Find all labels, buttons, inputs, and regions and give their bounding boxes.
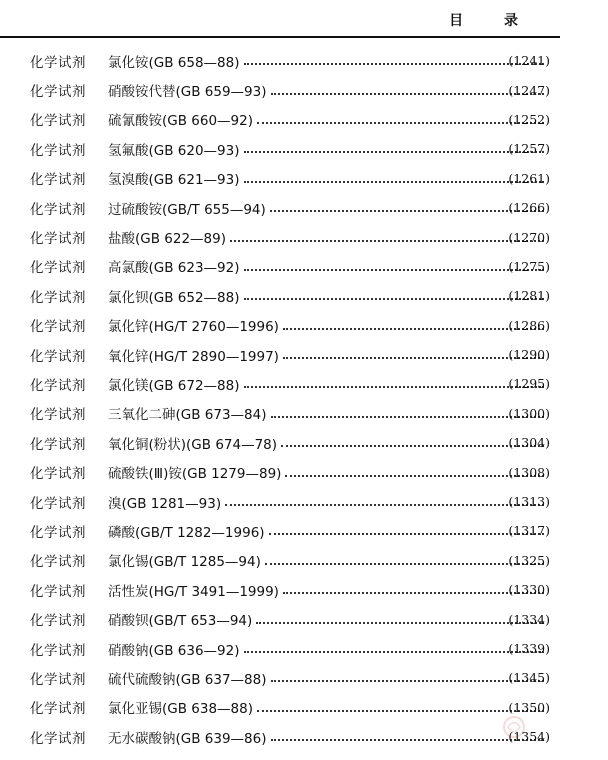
toc-entry-page: (1290): [508, 347, 550, 363]
toc-entry-title: 活性炭(HG/T 3491—1999): [108, 583, 279, 600]
toc-entry-body: [108, 492, 548, 512]
toc-entry-category: 化学试剂: [30, 642, 86, 659]
dot-leader: [265, 562, 544, 565]
toc-entry-page: (1330): [508, 582, 550, 598]
toc-entry[interactable]: [0, 457, 608, 486]
toc-entry[interactable]: [0, 46, 608, 75]
dot-leader: [244, 62, 545, 65]
toc-entry-category: 化学试剂: [30, 407, 86, 424]
toc-entry-body: [108, 580, 548, 600]
toc-entry-page: (1281): [508, 288, 550, 304]
toc-entry-title: 过硫酸铵(GB/T 655—94): [108, 201, 266, 218]
toc-entry-title: 氯化锌(HG/T 2760—1996): [108, 319, 279, 336]
dot-leader: [269, 532, 544, 535]
toc-entry-title: 氯化亚锡(GB 638—88): [108, 701, 253, 718]
toc-entry-body: [108, 639, 548, 659]
dot-leader: [244, 385, 545, 388]
toc-entry-page: (1334): [508, 611, 550, 627]
toc-entry-title: 氯化镁(GB 672—88): [108, 377, 240, 394]
toc-entry[interactable]: [0, 428, 608, 457]
toc-entry-page: (1317): [508, 523, 550, 539]
toc-entry-category: 化学试剂: [30, 289, 86, 306]
toc-entry-category: 化学试剂: [30, 201, 86, 218]
toc-entry-body: [108, 609, 548, 629]
toc-entry-body: [108, 403, 548, 423]
toc-entry[interactable]: [0, 663, 608, 692]
toc-entry-body: [108, 198, 548, 218]
toc-entry-category: 化学试剂: [30, 54, 86, 71]
toc-entry-title: 溴(GB 1281—93): [108, 495, 222, 512]
toc-entry-body: [108, 697, 548, 717]
dot-leader: [271, 415, 545, 418]
toc-entry-category: 化学试剂: [30, 583, 86, 600]
toc-entry[interactable]: [0, 252, 608, 281]
toc-entry-page: (1247): [508, 82, 550, 98]
toc-entry-category: 化学试剂: [30, 613, 86, 630]
page-title: 目 录: [449, 13, 536, 29]
toc-entry-title: 磷酸(GB/T 1282—1996): [108, 524, 265, 541]
page-header: [0, 0, 608, 40]
toc-entry[interactable]: [0, 575, 608, 604]
toc-entry-title: 盐酸(GB 622—89): [108, 231, 226, 248]
toc-entry[interactable]: [0, 193, 608, 222]
dot-leader: [270, 209, 544, 212]
toc-entry-body: [108, 51, 548, 71]
toc-entry-page: (1266): [508, 200, 550, 216]
toc-entry-body: [108, 227, 548, 247]
dot-leader: [230, 239, 544, 242]
toc-entry-title: 氢溴酸(GB 621—93): [108, 172, 240, 189]
toc-entry[interactable]: [0, 634, 608, 663]
toc-entry-category: 化学试剂: [30, 701, 86, 718]
toc-entry[interactable]: [0, 399, 608, 428]
toc-entry-title: 氢氟酸(GB 620—93): [108, 142, 240, 159]
toc-entry[interactable]: [0, 105, 608, 134]
toc-entry-page: (1275): [508, 258, 550, 274]
toc-entry-page: (1304): [508, 435, 550, 451]
toc-entry[interactable]: [0, 134, 608, 163]
dot-leader: [271, 679, 545, 682]
toc-entry-page: (1270): [508, 229, 550, 245]
toc-entry-body: [108, 345, 548, 365]
toc-entry-page: (1241): [508, 53, 550, 69]
toc-entry[interactable]: [0, 516, 608, 545]
toc-entry-title: 氧化锌(HG/T 2890—1997): [108, 348, 279, 365]
toc-entry-category: 化学试剂: [30, 554, 86, 571]
toc-entry-category: 化学试剂: [30, 436, 86, 453]
toc-entry-page: (1313): [508, 494, 550, 510]
toc-entry-page: (1350): [508, 699, 550, 715]
toc-entry-title: 硫氰酸铵(GB 660—92): [108, 113, 253, 130]
toc-entry-page: (1286): [508, 317, 550, 333]
toc-entry-category: 化学试剂: [30, 319, 86, 336]
toc-entry-body: [108, 256, 548, 276]
toc-entry-body: [108, 521, 548, 541]
toc-entry-title: 硫酸铁(Ⅲ)铵(GB 1279—89): [108, 466, 282, 483]
toc-entry-category: 化学试剂: [30, 142, 86, 159]
toc-entry-page: (1325): [508, 552, 550, 568]
toc-entry-page: (1257): [508, 141, 550, 157]
dot-leader: [244, 150, 545, 153]
toc-entry[interactable]: [0, 222, 608, 251]
toc-entry-page: (1300): [508, 405, 550, 421]
toc-entry[interactable]: [0, 311, 608, 340]
dot-leader: [283, 356, 544, 359]
toc-entry-title: 硝酸铵代替(GB 659—93): [108, 84, 267, 101]
dot-leader: [257, 121, 544, 124]
toc-entry-category: 化学试剂: [30, 730, 86, 747]
toc-entry-body: [108, 374, 548, 394]
header-rule: [0, 36, 560, 38]
toc-entry-title: 氧化铜(粉状)(GB 674—78): [108, 436, 278, 453]
toc-entry-title: 氯化锡(GB/T 1285—94): [108, 554, 261, 571]
toc-entry-body: [108, 462, 548, 482]
toc-entry[interactable]: [0, 281, 608, 310]
toc-entry-category: 化学试剂: [30, 260, 86, 277]
toc-entry-page: (1308): [508, 464, 550, 480]
toc-entry-title: 三氧化二砷(GB 673—84): [108, 407, 267, 424]
dot-leader: [244, 180, 545, 183]
toc-entry-title: 硝酸钡(GB/T 653—94): [108, 613, 253, 630]
toc-entry-body: [108, 80, 548, 100]
toc-entry-body: [108, 668, 548, 688]
toc-entry-body: [108, 315, 548, 335]
toc-entry[interactable]: [0, 487, 608, 516]
toc-entry[interactable]: [0, 164, 608, 193]
dot-leader: [283, 591, 544, 594]
toc-entry-category: 化学试剂: [30, 671, 86, 688]
toc-entry-category: 化学试剂: [30, 231, 86, 248]
toc-entry-body: [108, 433, 548, 453]
toc-entry-category: 化学试剂: [30, 113, 86, 130]
toc-entry-page: (1261): [508, 170, 550, 186]
toc-entry-title: 无水碳酸钠(GB 639—86): [108, 730, 267, 747]
toc-entry-category: 化学试剂: [30, 348, 86, 365]
toc-entry-body: [108, 727, 548, 747]
toc-entry-title: 硝酸钠(GB 636—92): [108, 642, 240, 659]
toc-entry-page: (1295): [508, 376, 550, 392]
toc-entry-body: [108, 286, 548, 306]
toc-entry-title: 氯化铵(GB 658—88): [108, 54, 240, 71]
dot-leader: [244, 268, 545, 271]
toc-entry-category: 化学试剂: [30, 377, 86, 394]
dot-leader: [271, 92, 545, 95]
toc-entry-body: [108, 109, 548, 129]
toc-entry-category: 化学试剂: [30, 172, 86, 189]
toc-entry[interactable]: [0, 546, 608, 575]
toc-entry[interactable]: [0, 369, 608, 398]
watermark: [500, 712, 590, 745]
dot-leader: [283, 327, 544, 330]
toc-entry-body: [108, 550, 548, 570]
toc-entry-title: 硫代硫酸钠(GB 637—88): [108, 671, 267, 688]
dot-leader: [225, 503, 544, 506]
toc-entry-title: 氯化钡(GB 652—88): [108, 289, 240, 306]
toc-entry-page: (1354): [508, 729, 550, 745]
toc-entry-category: 化学试剂: [30, 524, 86, 541]
dot-leader: [281, 444, 544, 447]
toc-entry[interactable]: [0, 604, 608, 633]
toc-entry[interactable]: [0, 75, 608, 104]
table-of-contents: [0, 46, 608, 751]
toc-entry-body: [108, 168, 548, 188]
toc-entry[interactable]: [0, 340, 608, 369]
watermark-icon: [500, 712, 590, 745]
toc-entry-page: (1345): [508, 670, 550, 686]
dot-leader: [256, 621, 544, 624]
toc-entry-title: 高氯酸(GB 623—92): [108, 260, 240, 277]
toc-entry-body: [108, 139, 548, 159]
dot-leader: [244, 297, 545, 300]
toc-entry-page: (1252): [508, 111, 550, 127]
toc-entry-category: 化学试剂: [30, 466, 86, 483]
toc-entry-category: 化学试剂: [30, 495, 86, 512]
dot-leader: [285, 474, 544, 477]
toc-entry-category: 化学试剂: [30, 84, 86, 101]
dot-leader: [244, 650, 545, 653]
toc-entry-page: (1339): [508, 641, 550, 656]
